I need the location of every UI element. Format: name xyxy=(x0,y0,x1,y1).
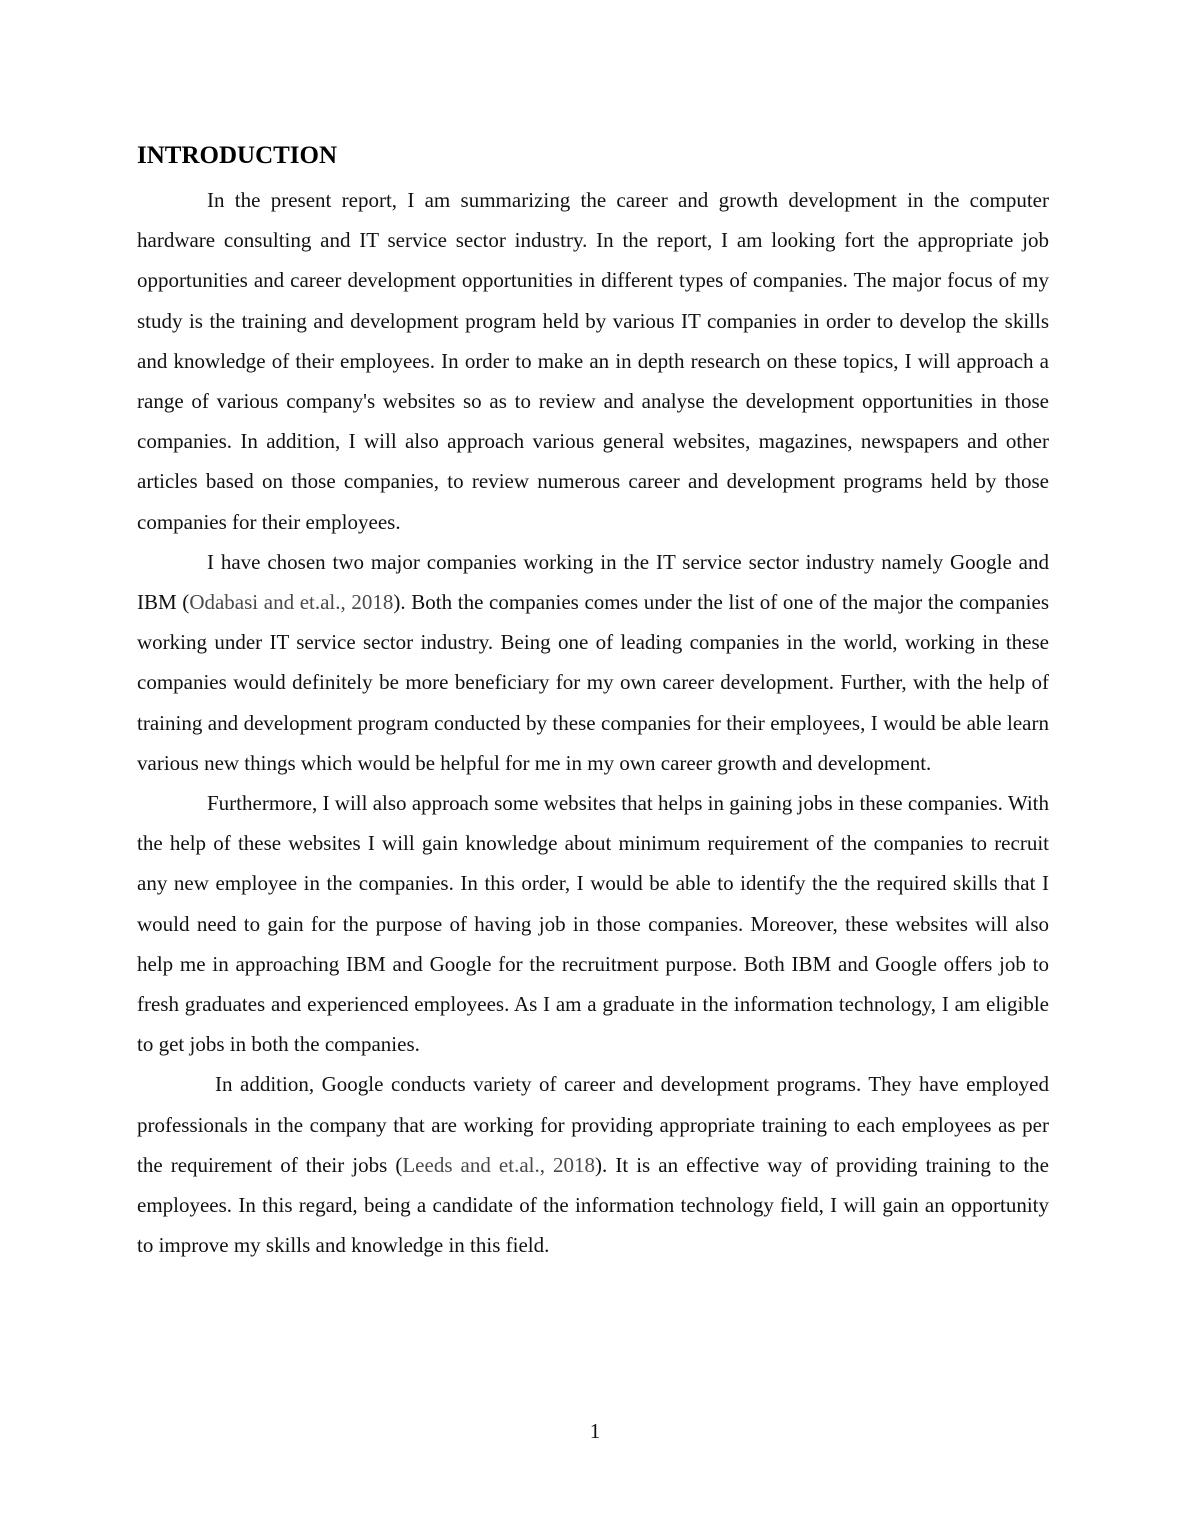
page-number: 1 xyxy=(589,1419,601,1443)
paragraph-2-text-b: ). Both the companies comes under the list of one of the major the companies working under IT service sector industry. Being one of leading companies in the world, working in these companies would definitely be more beneficiary for my own career development. Further, with the help of training and development program conducted by these companies for their employees, I would be able learn various new things which would be helpful for me in my own career growth and development. xyxy=(137,590,1049,775)
page-content xyxy=(137,138,1049,1265)
paragraph-1-text: In the present report, I am summarizing the career and growth development in the computer hardware consulting and IT service sector industry. In the report, I am looking fort the appropriate job opportunities and career development opportunities in different types of companies. The major focus of my study is the training and development program held by various IT companies in order to develop the skills and knowledge of their employees. In order to make an in depth research on these topics, I will approach a range of various company's websites so as to review and analyse the development opportunities in those companies. In addition, I will also approach various general websites, magazines, newspapers and other articles based on those companies, to review numerous career and development programs held by those companies for their employees. xyxy=(137,188,1049,534)
citation-odabasi: Odabasi and et.al., 2018 xyxy=(189,590,394,615)
paragraph-3 xyxy=(137,783,1049,1064)
section-heading: INTRODUCTION xyxy=(137,142,338,169)
paragraph-4-text-b: ). It is an effective way of providing training to the employees. In this regard, being a candidate of the information technology field, I will gain an opportunity to improve my skills and knowledge in this field. xyxy=(137,1152,1049,1258)
paragraph-2-text-a: I have chosen two major companies working in the IT service sector industry namely Google and IBM ( xyxy=(137,549,1049,615)
paragraph-1 xyxy=(137,180,1049,542)
paragraph-3-text: Furthermore, I will also approach some websites that helps in gaining jobs in these companies. With the help of these websites I will gain knowledge about minimum requirement of the companies to recruit any new employee in the companies. In this order, I would be able to identify the the required skills that I would need to gain for the purpose of having job in those companies. Moreover, these websites will also help me in approaching IBM and Google for the recruitment purpose. Both IBM and Google offers job to fresh graduates and experienced employees. As I am a graduate in the information technology, I am eligible to get jobs in both the companies. xyxy=(137,791,1049,1057)
citation-leeds: Leeds and et.al., 2018 xyxy=(402,1152,596,1177)
paragraph-2 xyxy=(137,542,1049,783)
paragraph-4 xyxy=(137,1064,1049,1265)
paragraph-4-text-a: In addition, Google conducts variety of career and development programs. They have employed professionals in the company that are working for providing appropriate training to each employees as per the requirement of their jobs ( xyxy=(137,1072,1049,1177)
